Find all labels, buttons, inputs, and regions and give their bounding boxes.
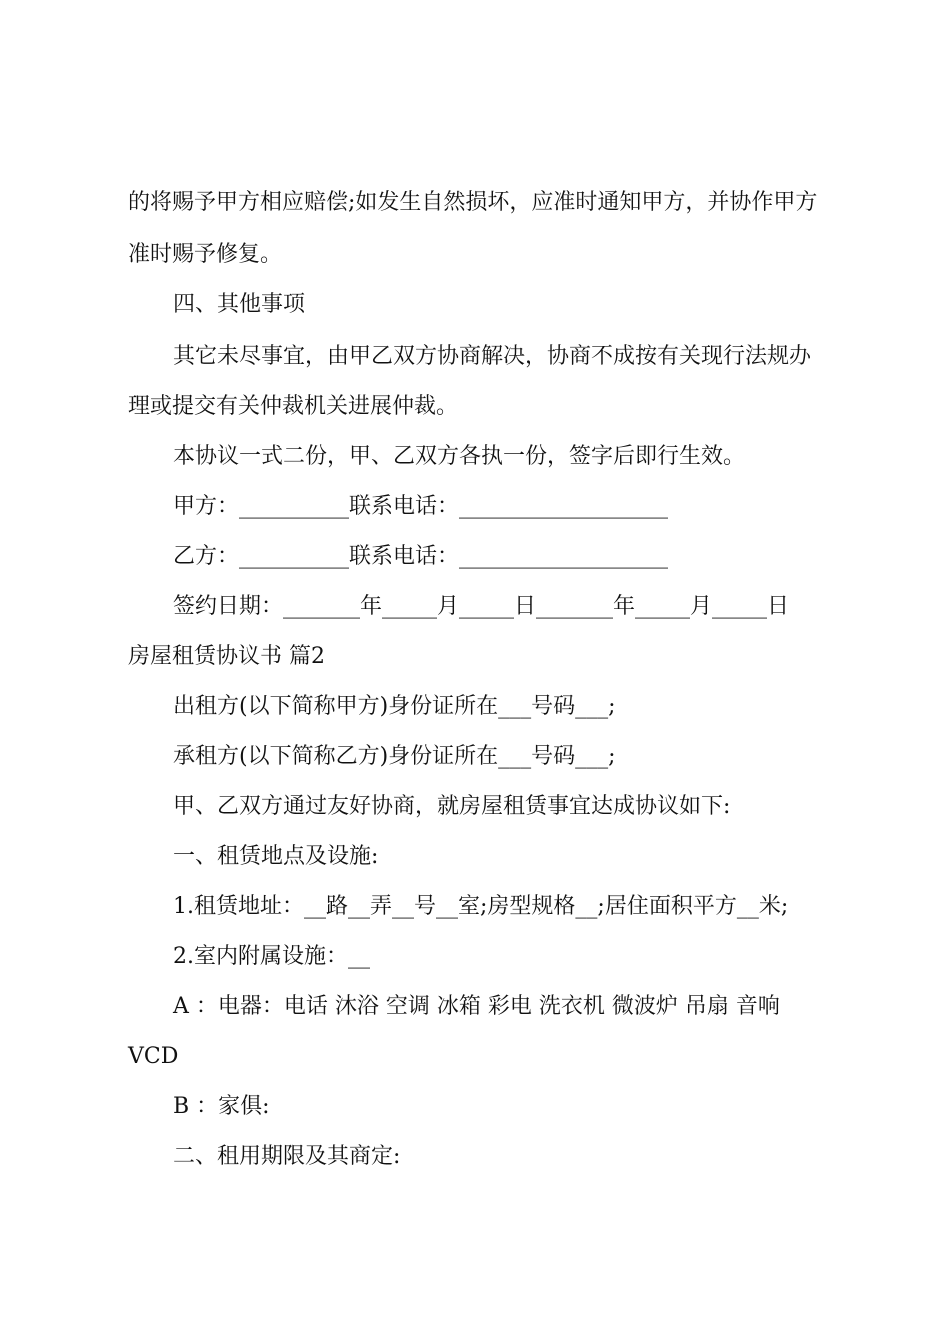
paragraph-line: 出租方(以下简称甲方)身份证所在___号码___; xyxy=(173,694,616,719)
paragraph-line: B ：家俱: xyxy=(173,1094,270,1119)
paragraph-line: 其它未尽事宜，由甲乙双方协商解决，协商不成按有关现行法规办 xyxy=(173,344,812,369)
paragraph-line: A ：电器：电话 沐浴 空调 冰箱 彩电 洗衣机 微波炉 吊扇 音响 xyxy=(173,994,780,1019)
party-a-signature-line: 甲方：__________联系电话：___________________ xyxy=(173,494,669,519)
paragraph-line: 承租方(以下简称乙方)身份证所在___号码___; xyxy=(173,744,616,769)
paragraph-line: 2.室内附属设施：__ xyxy=(173,944,370,969)
signing-date-line: 签约日期：_______年_____月_____日_______年_____月_____日 xyxy=(173,594,790,619)
party-b-signature-line: 乙方：__________联系电话：___________________ xyxy=(173,544,669,569)
paragraph-line: 准时赐予修复。 xyxy=(128,242,283,267)
paragraph-line: 甲、乙双方通过友好协商，就房屋租赁事宜达成协议如下: xyxy=(173,794,731,819)
section-heading: 二、租用期限及其商定: xyxy=(173,1144,401,1169)
paragraph-line: 本协议一式二份，甲、乙双方各执一份，签字后即行生效。 xyxy=(173,444,746,469)
paragraph-line: 1.租赁地址：__路__弄__号__室;房型规格__;居住面积平方__米; xyxy=(173,894,789,919)
paragraph-line: VCD xyxy=(128,1044,179,1069)
paragraph-line: 的将赐予甲方相应赔偿;如发生自然损坏，应准时通知甲方，并协作甲方 xyxy=(128,190,818,215)
paragraph-line: 理或提交有关仲裁机关进展仲裁。 xyxy=(128,394,459,419)
document-title: 房屋租赁协议书 篇2 xyxy=(128,644,325,669)
section-heading: 一、租赁地点及设施: xyxy=(173,844,379,869)
section-heading: 四、其他事项 xyxy=(173,292,306,317)
